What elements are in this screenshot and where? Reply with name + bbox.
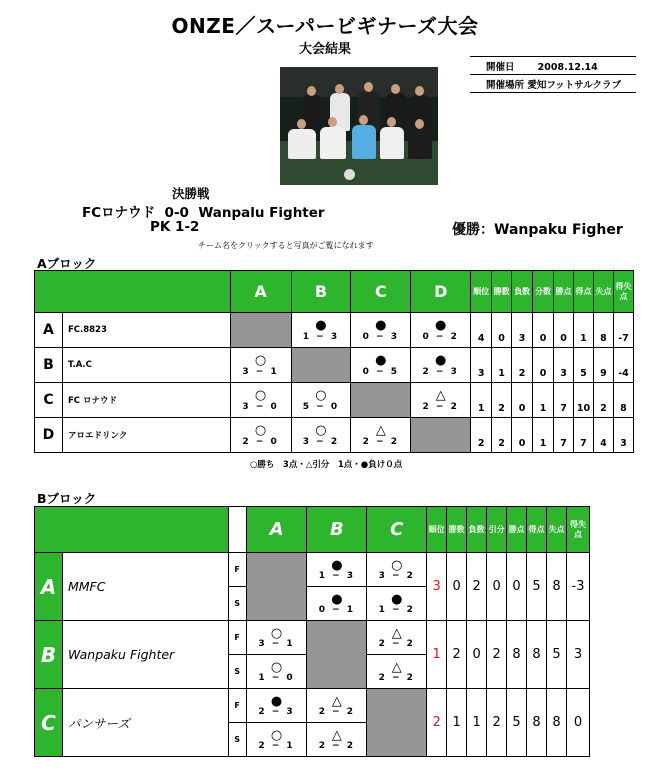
stat-goal-diff: -3 xyxy=(566,553,589,621)
page-subtitle: 大会結果 xyxy=(298,42,351,57)
stat-goals-against: 8 xyxy=(547,689,567,757)
match-result-cell xyxy=(307,723,367,757)
stat-goal-diff: -7 xyxy=(613,313,633,348)
stat-goal-diff: 0 xyxy=(566,689,589,757)
win-circle-icon: ○ xyxy=(254,387,267,403)
block-b-leg-header xyxy=(228,507,246,553)
stat-header-draws: 分数 xyxy=(533,271,554,313)
block-b-corner xyxy=(35,507,229,553)
match-result-cell xyxy=(351,348,411,383)
final-pk: PK 1-2 xyxy=(150,219,200,235)
match-result-cell xyxy=(230,348,291,383)
team-label: A xyxy=(35,313,63,348)
stat-losses: 3 xyxy=(512,313,533,348)
loss-dot-icon: ● xyxy=(435,352,447,368)
stat-wins: 2 xyxy=(492,383,512,418)
team-name-link[interactable]: アロエドリンク xyxy=(62,418,230,453)
stat-losses: 2 xyxy=(512,348,533,383)
event-date-row xyxy=(470,56,636,75)
block-a-team-row xyxy=(35,313,634,348)
stat-draws: 1 xyxy=(533,418,554,453)
block-b-header-row xyxy=(35,507,590,553)
match-result-cell xyxy=(246,621,307,655)
block-b-team-row xyxy=(35,621,590,655)
stat-losses: 0 xyxy=(467,621,487,689)
match-result-cell xyxy=(291,313,351,348)
stat-goals-for: 5 xyxy=(527,553,547,621)
stat-draws: 2 xyxy=(487,621,507,689)
loss-dot-icon: ● xyxy=(391,591,403,607)
stat-header-points: 勝点 xyxy=(554,271,574,313)
match-score: 1 − 2 xyxy=(378,604,415,615)
stat-rank: 2 xyxy=(471,418,492,453)
win-circle-icon: ○ xyxy=(315,422,327,438)
stat-losses: 2 xyxy=(467,553,487,621)
win-circle-icon: ○ xyxy=(315,387,327,403)
match-result-cell xyxy=(291,348,351,383)
block-a-title: Aブロック xyxy=(37,256,97,271)
match-score: 2 − 2 xyxy=(318,740,356,751)
final-score: 0-0 xyxy=(164,205,189,221)
stat-draws: 0 xyxy=(533,313,554,348)
win-circle-icon: ○ xyxy=(270,727,283,743)
win-circle-icon: ○ xyxy=(270,625,283,641)
self-match-cell xyxy=(246,553,307,621)
match-result-cell xyxy=(351,313,411,348)
team-label: C xyxy=(35,383,63,418)
match-score: 3 − 2 xyxy=(378,570,415,581)
team-label: B xyxy=(35,621,63,689)
stat-header-losses: 負数 xyxy=(512,271,533,313)
stat-goal-diff: 8 xyxy=(613,383,633,418)
stat-rank: 4 xyxy=(471,313,492,348)
match-result-cell xyxy=(230,383,291,418)
draw-triangle-icon: △ xyxy=(391,659,402,675)
match-score: 2 − 1 xyxy=(258,740,295,751)
match-result-cell xyxy=(230,313,291,348)
match-score: 2 − 3 xyxy=(258,706,295,717)
stat-rank: 2 xyxy=(427,689,447,757)
block-a-col-d: D xyxy=(411,271,471,313)
final-team2[interactable]: Wanpalu Fighter xyxy=(198,205,325,221)
team-name-link[interactable]: FC ロナウド xyxy=(62,383,230,418)
draw-triangle-icon: △ xyxy=(375,422,386,438)
stat-points: 7 xyxy=(554,383,574,418)
event-meta xyxy=(470,56,636,93)
team-label: C xyxy=(35,689,63,757)
match-score: 1 − 3 xyxy=(318,570,356,581)
stat-wins: 1 xyxy=(447,689,467,757)
match-result-cell xyxy=(307,689,367,723)
final-team1[interactable]: FCロナウド xyxy=(82,205,156,221)
stat-rank: 1 xyxy=(471,383,492,418)
venue-label: 開催場所 xyxy=(486,80,525,91)
match-result-cell xyxy=(307,553,367,587)
block-a-table xyxy=(34,270,634,453)
draw-triangle-icon: △ xyxy=(331,727,342,743)
win-circle-icon: ○ xyxy=(270,659,283,675)
stat-points: 8 xyxy=(507,621,527,689)
stat-wins: 0 xyxy=(492,313,512,348)
match-score: 3 − 2 xyxy=(302,436,340,447)
match-result-cell xyxy=(367,621,427,655)
champion-text: 優勝：Wanpaku Figher xyxy=(452,222,623,238)
match-score: 0 − 2 xyxy=(422,331,459,342)
match-result-cell xyxy=(367,553,427,587)
stat-goals-against: 4 xyxy=(593,418,613,453)
team-photo xyxy=(280,67,438,185)
stat-draws: 2 xyxy=(487,689,507,757)
stat-goals-for: 10 xyxy=(573,383,593,418)
stat-goal-diff: -4 xyxy=(613,348,633,383)
stat-points: 0 xyxy=(554,313,574,348)
loss-dot-icon: ● xyxy=(270,693,283,709)
win-circle-icon: ○ xyxy=(254,352,267,368)
loss-dot-icon: ● xyxy=(375,352,387,368)
leg-label: F xyxy=(228,553,246,587)
leg-label: S xyxy=(228,587,246,621)
stat-goals-for: 1 xyxy=(573,313,593,348)
draw-triangle-icon: △ xyxy=(391,625,402,641)
leg-label: S xyxy=(228,723,246,757)
block-a-col-a: A xyxy=(230,271,291,313)
team-name-link[interactable]: FC.8823 xyxy=(62,313,230,348)
block-b-col-b: B xyxy=(307,507,367,553)
event-venue: 愛知フットサルクラブ xyxy=(527,80,621,91)
match-result-cell xyxy=(351,383,411,418)
match-score: 1 − 0 xyxy=(258,672,295,683)
match-score: 2 − 2 xyxy=(362,436,399,447)
match-score: 1 − 3 xyxy=(302,331,340,342)
loss-dot-icon: ● xyxy=(315,317,327,333)
match-result-cell xyxy=(367,587,427,621)
match-score: 5 − 0 xyxy=(302,401,340,412)
leg-label: F xyxy=(228,621,246,655)
block-a-team-row xyxy=(35,418,634,453)
event-venue-row xyxy=(470,75,636,93)
team-name-link[interactable]: T.A.C xyxy=(62,348,230,383)
stat-wins: 2 xyxy=(492,418,512,453)
stat-goals-against: 8 xyxy=(547,553,567,621)
b-stat-header-goals-against: 失点 xyxy=(547,507,567,553)
stat-header-goals-for: 得点 xyxy=(573,271,593,313)
team-name-link[interactable]: パンサーズ xyxy=(62,689,228,757)
win-circle-icon: ○ xyxy=(254,422,267,438)
stat-points: 3 xyxy=(554,348,574,383)
stat-losses: 1 xyxy=(467,689,487,757)
stat-header-goal-diff: 得失点 xyxy=(613,271,633,313)
stat-goals-for: 8 xyxy=(527,689,547,757)
stat-goals-against: 2 xyxy=(593,383,613,418)
stat-goals-against: 5 xyxy=(547,621,567,689)
b-stat-header-points: 勝点 xyxy=(507,507,527,553)
block-a-team-row xyxy=(35,383,634,418)
match-score: 0 − 3 xyxy=(362,331,399,342)
date-label: 開催日 xyxy=(486,62,515,73)
block-b-team-row xyxy=(35,689,590,723)
match-score: 2 − 2 xyxy=(318,706,356,717)
final-score-line xyxy=(82,201,325,221)
self-match-cell xyxy=(367,689,427,757)
loss-dot-icon: ● xyxy=(435,317,447,333)
stat-header-goals-against: 失点 xyxy=(593,271,613,313)
match-score: 3 − 1 xyxy=(258,638,295,649)
self-match-cell xyxy=(307,621,367,689)
draw-triangle-icon: △ xyxy=(331,693,342,709)
final-heading: 決勝戦 xyxy=(172,186,210,201)
stat-header-wins: 勝数 xyxy=(492,271,512,313)
b-stat-header-goal-diff: 得失点 xyxy=(566,507,589,553)
stat-goals-for: 8 xyxy=(527,621,547,689)
team-label: D xyxy=(35,418,63,453)
stat-losses: 0 xyxy=(512,418,533,453)
result-legend: ○勝ち 3点・△引分 1点・●負け０点 xyxy=(250,460,403,470)
block-b-title: Bブロック xyxy=(37,491,97,506)
stat-goals-for: 5 xyxy=(573,348,593,383)
team-label: A xyxy=(35,553,63,621)
photo-hint: チーム名をクリックすると写真がご覧になれます xyxy=(198,241,374,250)
match-score: 3 − 0 xyxy=(242,401,279,412)
event-date: 2008.12.14 xyxy=(537,62,598,73)
block-a-team-row xyxy=(35,348,634,383)
b-stat-header-goals-for: 得点 xyxy=(527,507,547,553)
match-result-cell xyxy=(351,418,411,453)
stat-rank: 3 xyxy=(427,553,447,621)
match-score: 0 − 5 xyxy=(362,366,399,377)
match-result-cell xyxy=(291,418,351,453)
match-result-cell xyxy=(230,418,291,453)
team-name-link[interactable]: Wanpaku Fighter xyxy=(62,621,228,689)
team-name-link[interactable]: MMFC xyxy=(62,553,228,621)
win-circle-icon: ○ xyxy=(391,557,403,573)
team-label: B xyxy=(35,348,63,383)
b-stat-header-losses: 負数 xyxy=(467,507,487,553)
stat-wins: 0 xyxy=(447,553,467,621)
match-score: 2 − 2 xyxy=(378,672,415,683)
match-result-cell xyxy=(411,383,471,418)
stat-goals-against: 8 xyxy=(593,313,613,348)
loss-dot-icon: ● xyxy=(331,557,343,573)
block-a-col-b: B xyxy=(291,271,351,313)
match-score: 2 − 0 xyxy=(242,436,279,447)
page-title: ONZE／スーパービギナーズ大会 xyxy=(171,14,479,38)
loss-dot-icon: ● xyxy=(375,317,387,333)
block-b-col-c: C xyxy=(367,507,427,553)
block-a-header-row xyxy=(35,271,634,313)
leg-label: S xyxy=(228,655,246,689)
match-score: 2 − 3 xyxy=(422,366,459,377)
match-score: 2 − 2 xyxy=(378,638,415,649)
stat-draws: 1 xyxy=(533,383,554,418)
match-score: 2 − 2 xyxy=(422,401,459,412)
block-b-col-a: A xyxy=(246,507,307,553)
block-a-col-c: C xyxy=(351,271,411,313)
stat-goal-diff: 3 xyxy=(566,621,589,689)
stat-points: 5 xyxy=(507,689,527,757)
stat-draws: 0 xyxy=(533,348,554,383)
match-result-cell xyxy=(246,723,307,757)
block-b-table xyxy=(34,506,590,757)
b-stat-header-wins: 勝数 xyxy=(447,507,467,553)
match-result-cell xyxy=(246,689,307,723)
stat-header-rank: 順位 xyxy=(471,271,492,313)
stat-rank: 1 xyxy=(427,621,447,689)
match-score: 0 − 1 xyxy=(318,604,356,615)
match-result-cell xyxy=(307,587,367,621)
match-result-cell xyxy=(291,383,351,418)
stat-rank: 3 xyxy=(471,348,492,383)
b-stat-header-rank: 順位 xyxy=(427,507,447,553)
block-b-team-row xyxy=(35,553,590,587)
stat-wins: 1 xyxy=(492,348,512,383)
match-result-cell xyxy=(246,655,307,689)
match-result-cell xyxy=(411,348,471,383)
draw-triangle-icon: △ xyxy=(435,387,446,403)
stat-losses: 0 xyxy=(512,383,533,418)
b-stat-header-draws: 引分 xyxy=(487,507,507,553)
stat-wins: 2 xyxy=(447,621,467,689)
stat-goals-against: 9 xyxy=(593,348,613,383)
match-result-cell xyxy=(411,418,471,453)
leg-label: F xyxy=(228,689,246,723)
stat-draws: 0 xyxy=(487,553,507,621)
stat-goals-for: 7 xyxy=(573,418,593,453)
match-score: 3 − 1 xyxy=(242,366,279,377)
stat-points: 7 xyxy=(554,418,574,453)
stat-goal-diff: 3 xyxy=(613,418,633,453)
match-result-cell xyxy=(411,313,471,348)
match-result-cell xyxy=(367,655,427,689)
loss-dot-icon: ● xyxy=(331,591,343,607)
block-a-corner xyxy=(35,271,231,313)
stat-points: 0 xyxy=(507,553,527,621)
